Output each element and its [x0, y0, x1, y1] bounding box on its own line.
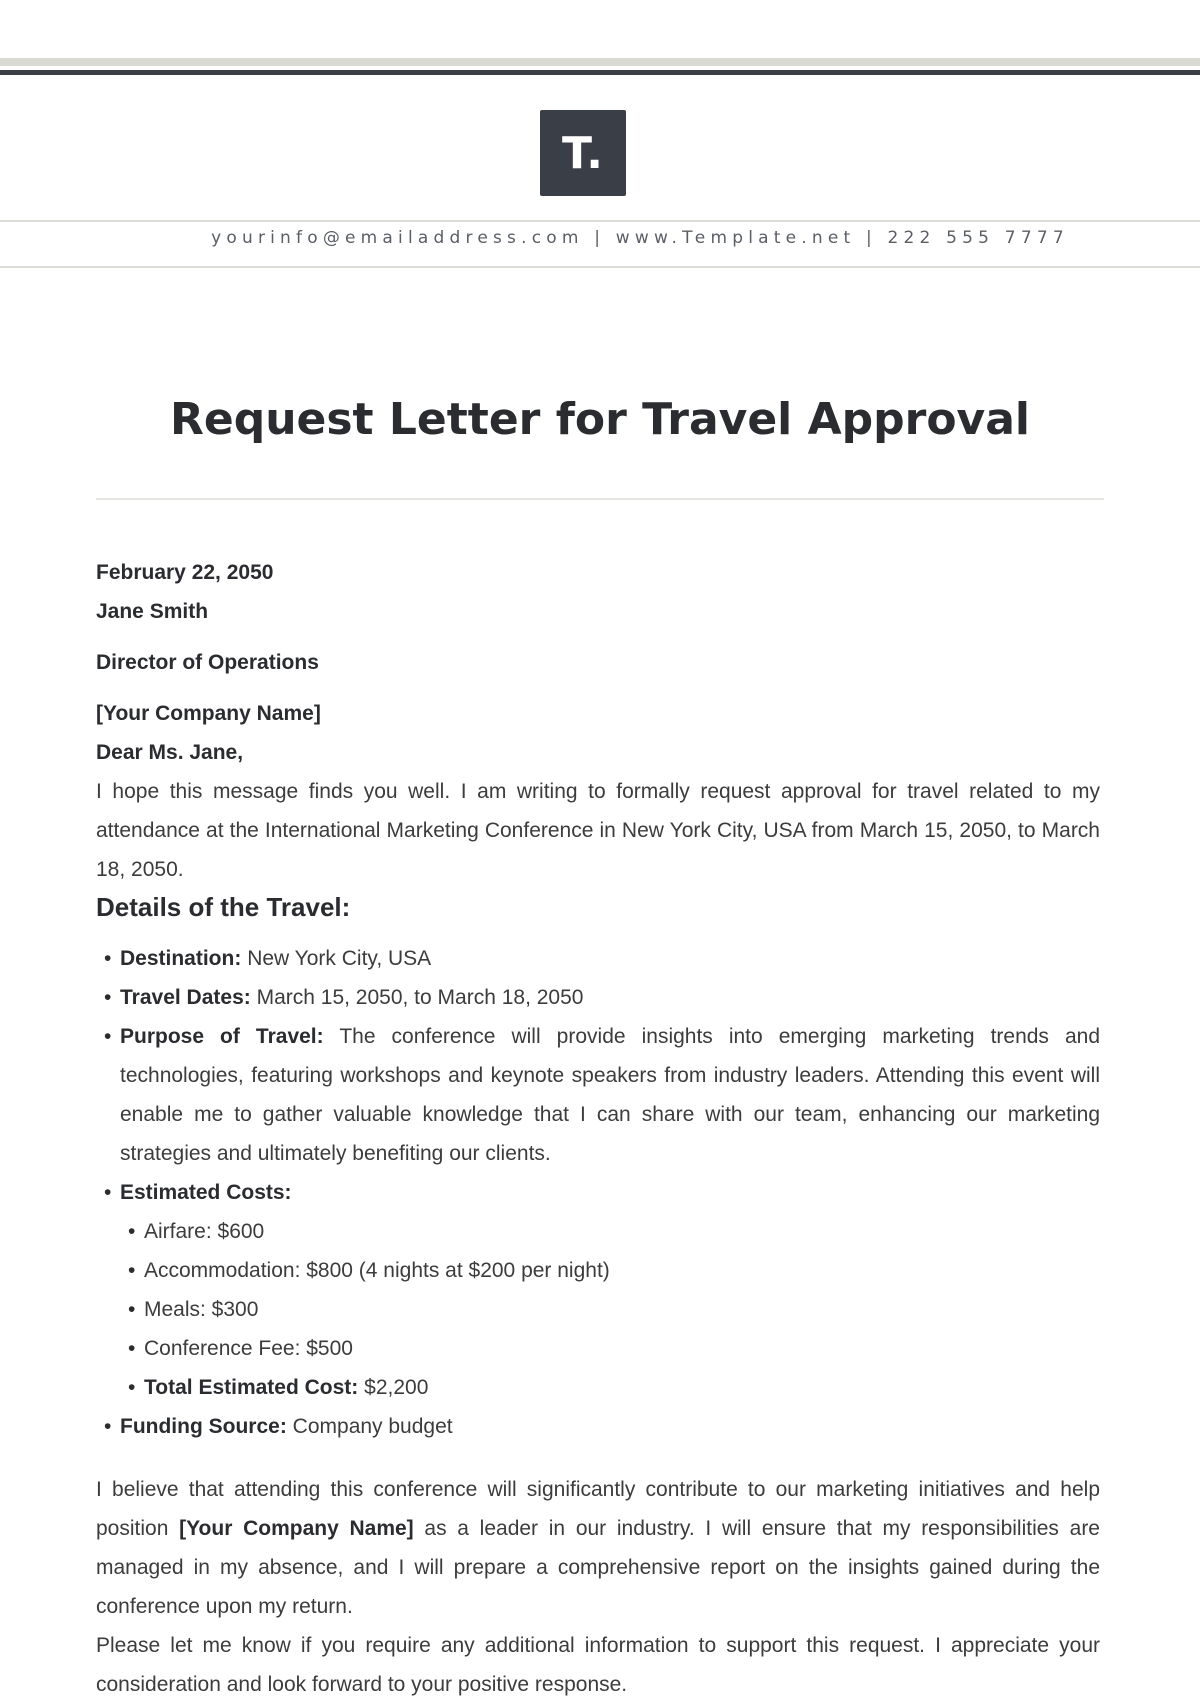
letter-date: February 22, 2050	[96, 561, 274, 584]
contact-top-rule	[0, 220, 1200, 222]
header-top-line	[0, 70, 1200, 75]
destination-value: New York City, USA	[247, 947, 432, 970]
contact-bottom-rule	[0, 266, 1200, 268]
dates-value: March 15, 2050, to March 18, 2050	[256, 986, 584, 1009]
cost-accommodation: • Accommodation: $800 (4 nights at $200 per night)	[96, 1251, 1100, 1290]
page-title: Request Letter for Travel Approval	[169, 394, 1031, 445]
purpose-label: Purpose of Travel:	[120, 1025, 324, 1048]
contact-info: yourinfo@emailaddress.com | www.Template.net | 222 555 7777	[211, 228, 1069, 248]
costs-list	[96, 1212, 1100, 1407]
closing-company: [Your Company Name]	[179, 1517, 414, 1540]
intro-paragraph: I hope this message finds you well. I am writing to formally request approval for travel related to my attendance at the International Marketing Conference in New York City, USA from March 15, 2050, to March 18, 2050.	[96, 780, 1100, 881]
final-paragraph: Please let me know if you require any additional information to support this request. I appreciate your consideration and look forward to your positive response.	[96, 1634, 1100, 1696]
purpose-value: The conference will provide insights into emerging marketing trends and technologies, featuring workshops and keynote speakers from industry leaders. Attending this event will enable me to gather valuable knowledge that I can share with our team, enhancing our marketing strategies and ultimately benefiting our clients.	[120, 1025, 1101, 1165]
logo-text: T.	[561, 127, 605, 179]
list-item-travel-dates	[96, 978, 1100, 1017]
total-label: Total Estimated Cost:	[144, 1376, 359, 1399]
company-logo	[540, 110, 626, 196]
recipient-company: [Your Company Name]	[96, 702, 321, 725]
list-item-purpose	[96, 1017, 1100, 1173]
details-heading: Details of the Travel:	[96, 892, 351, 922]
closing-part1: I believe that attending this conference will significantly contribute to our marketing initiatives and help position	[96, 1478, 1100, 1540]
details-list	[96, 939, 1100, 1446]
list-item-destination	[96, 939, 1100, 978]
cost-airfare: • Airfare: $600	[96, 1212, 1100, 1251]
dates-label: Travel Dates:	[120, 986, 251, 1009]
cost-total	[96, 1368, 1100, 1407]
costs-label: Estimated Costs:	[120, 1181, 292, 1204]
cost-meals: • Meals: $300	[96, 1290, 1100, 1329]
list-item-funding-source	[96, 1407, 1100, 1446]
recipient-title: Director of Operations	[96, 651, 319, 674]
list-item-estimated-costs	[96, 1173, 1100, 1407]
funding-value: Company budget	[292, 1415, 453, 1438]
salutation: Dear Ms. Jane,	[96, 741, 244, 764]
closing-paragraph	[96, 1470, 1100, 1626]
header-top-band	[0, 58, 1200, 66]
closing-part2: as a leader in our industry. I will ensure that my responsibilities are managed in my absence, and I will prepare a comprehensive report on the insights gained during the conference upon my return.	[96, 1517, 1100, 1618]
letter-body	[96, 553, 1100, 1704]
recipient-name: Jane Smith	[96, 600, 209, 623]
funding-label: Funding Source:	[120, 1415, 287, 1438]
total-value: $2,200	[364, 1376, 429, 1399]
destination-label: Destination:	[120, 947, 242, 970]
title-divider	[96, 498, 1104, 500]
cost-conference-fee: • Conference Fee: $500	[96, 1329, 1100, 1368]
